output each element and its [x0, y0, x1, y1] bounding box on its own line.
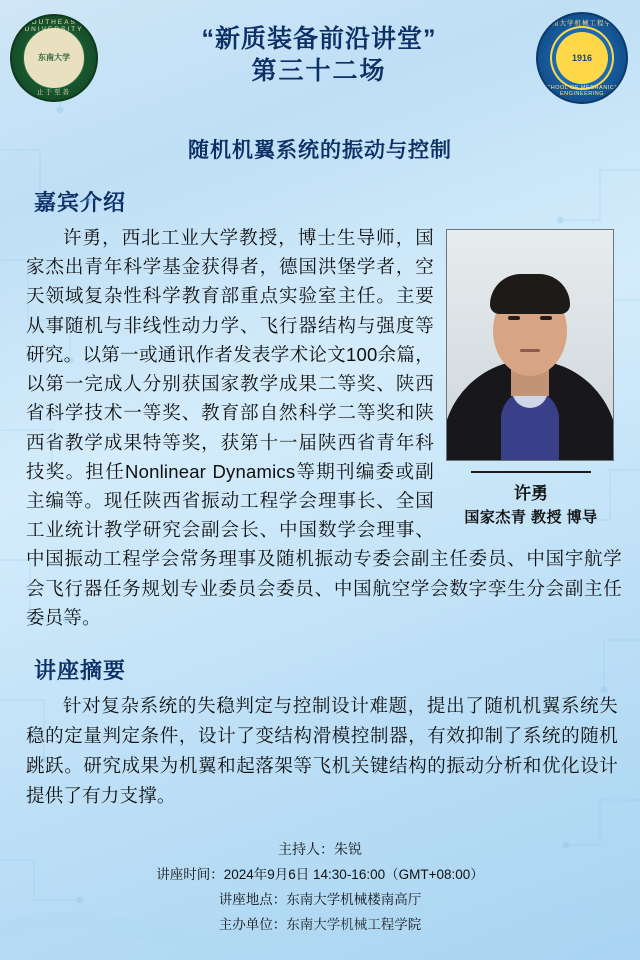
seal-ring-bottom-text: 止于至善 — [37, 88, 71, 96]
photo-eye-right — [540, 316, 552, 320]
abstract-section-heading: 讲座摘要 — [34, 658, 127, 684]
guest-bio-section — [26, 223, 622, 632]
footer-organizer: 主办单位：东南大学机械工程学院 — [218, 916, 422, 932]
seal-center — [23, 27, 85, 89]
footer-host: 主持人：朱锐 — [278, 840, 362, 857]
photo-mouth — [520, 349, 540, 352]
guest-section-heading: 嘉宾介绍 — [34, 190, 127, 215]
photo-eye-left — [508, 316, 520, 320]
poster-footer — [0, 837, 640, 938]
poster-title-line1: “新质装备前沿讲堂” — [201, 25, 437, 53]
poster-title-block — [110, 24, 528, 88]
guest-bio-text: 许勇，西北工业大学教授，博士生导师，国家杰出青年科学基金获得者，德国洪堡学者，空天领域复杂性科学教育部重点实验室主任。主要从事随机与非线性动力学、飞行器结构与强度等研究。以第一或通讯作者发表学术论文100余篇，以第一完成人分别获国家教学成果二等奖、陕西省科学技术一等奖、教育部自然科学二等奖和陕西省教学成果特等奖，获第十一届陕西省青年科技奖。担任Nonlinear Dynamics等期刊编委或副主编等。现任陕西省振动工程学会理事长、全国工业统计教学研究会副会长、中国数学会理事、中国振动工程学会常务理事及随机振动专委会副主任委员、中国宇航学会飞行器任务规划专业委员会委员、中国航空学会数字孪生分会副主任委员等。 — [26, 227, 622, 628]
speaker-photo — [446, 229, 614, 461]
speaker-name: 许勇 — [514, 484, 548, 503]
abstract-text: 针对复杂系统的失稳判定与控制设计难题，提出了随机机翼系统失稳的定量判定条件，设计了变结构滑模控制器，有效抑制了系统的随机跳跃。研究成果为机翼和起落架等飞机关键结构的振动分析和优化设计提供了有力支撑。 — [26, 695, 618, 806]
lecture-subtitle: 随机机翼系统的振动与控制 — [188, 139, 452, 162]
me-seal-ring-top-text: 东南大学机械工程学院 — [544, 20, 620, 27]
poster-header — [0, 0, 640, 120]
footer-time: 讲座时间：2024年9月6日 14:30-16:00（GMT+08:00） — [156, 866, 484, 882]
me-seal-ring-bottom-text: SCHOOL OF MECHANICAL ENGINEERING — [542, 85, 622, 97]
mechanical-engineering-seal-icon — [536, 12, 628, 104]
footer-venue: 讲座地点：东南大学机械楼南高厅 — [218, 891, 422, 907]
seal-center-text: 东南大学 — [38, 53, 70, 63]
gear-icon — [556, 32, 608, 84]
southeast-university-seal-icon — [10, 14, 98, 102]
poster-title-line2: 第三十二场 — [251, 57, 387, 86]
photo-hair — [490, 274, 570, 314]
speaker-card — [446, 229, 616, 529]
speaker-divider — [471, 471, 591, 473]
me-seal-year: 1916 — [571, 53, 593, 63]
speaker-titles: 国家杰青 教授 博导 — [464, 508, 598, 526]
seal-ring-top-text: SOUTHEAST UNIVERSITY — [24, 19, 84, 34]
